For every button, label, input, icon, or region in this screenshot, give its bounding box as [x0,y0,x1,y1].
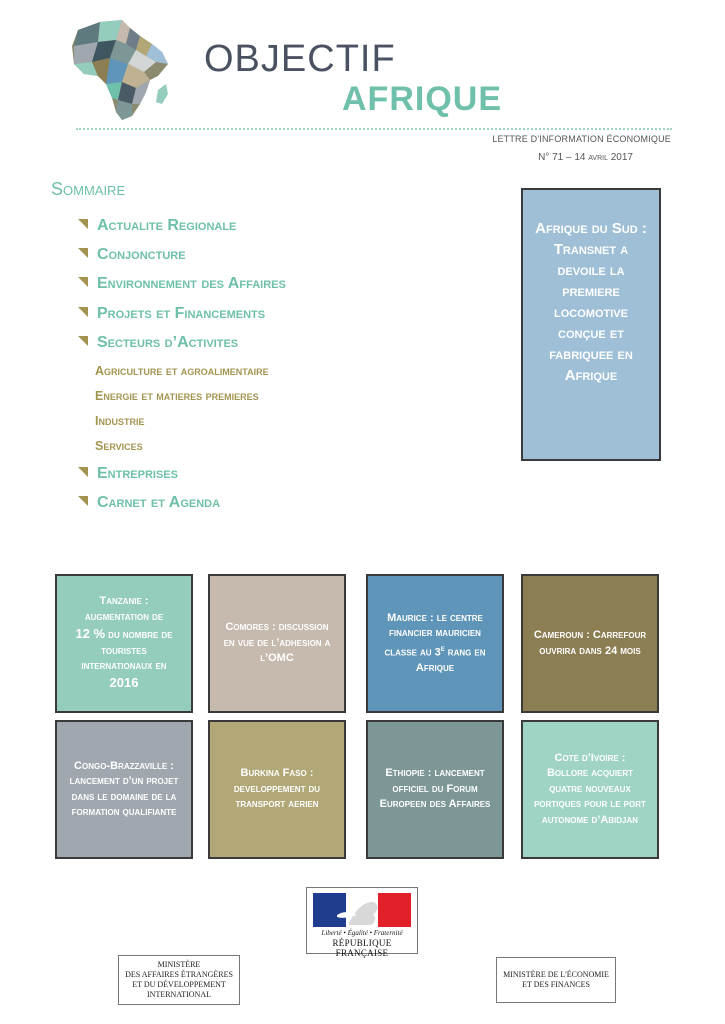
toc-item-environnement[interactable]: Environnement des Affaires [78,275,286,293]
ministry-economie: MINISTÈRE DE L'ÉCONOMIE ET DES FINANCES [496,957,616,1003]
africa-map-logo [70,18,175,123]
toc-sub-energie[interactable]: Energie et matieres premieres [95,389,259,403]
triangle-bullet-icon [78,277,88,287]
triangle-bullet-icon [78,467,88,477]
ministry-affaires-etrangeres: MINISTÈRE DES AFFAIRES ÉTRANGÈRES ET DU DÉVELOPPEMENT INTERNATIONAL [118,955,240,1005]
feature-article-box[interactable] [521,188,661,461]
title-objectif: OBJECTIF [204,38,396,80]
toc-item-projets[interactable]: Projets et Financements [78,305,265,323]
tile-burkina[interactable] [208,720,346,859]
issue-number: N° 71 – 14 avril 2017 [538,152,633,163]
triangle-bullet-icon [78,307,88,317]
tile-cote-ivoire[interactable] [521,720,659,859]
dotted-divider [76,128,672,130]
tile-cameroun[interactable] [521,574,659,713]
toc-item-entreprises[interactable]: Entreprises [78,465,178,483]
triangle-bullet-icon [78,219,88,229]
tile-congo[interactable] [55,720,193,859]
tile-congo-text: Congo-Brazzaville : lancement d’un projet dans le domaine de la formation qualifiante [69,759,179,818]
triangle-bullet-icon [78,496,88,506]
republic-name: RÉPUBLIQUE FRANÇAISE [332,938,392,958]
republic-motto: Liberté • Égalité • Fraternité [321,929,403,937]
tile-maurice[interactable] [366,574,504,713]
toc-sub-agriculture[interactable]: Agriculture et agroalimentaire [95,364,269,378]
toc-item-carnet[interactable]: Carnet et Agenda [78,494,220,512]
triangle-bullet-icon [78,336,88,346]
tile-maurice-text: Maurice : le centre financier mauricien classe au 3e rang en Afrique [384,611,486,674]
tile-burkina-text: Burkina Faso : developpement du transport aerien [233,767,321,811]
toc-item-secteurs[interactable]: Secteurs d’Activites [78,334,238,352]
toc-item-conjoncture[interactable]: Conjoncture [78,246,186,264]
triangle-bullet-icon [78,248,88,258]
tile-cameroun-text: Cameroun : Carrefour ouvrira dans 24 mois [533,629,647,657]
republique-francaise-logo [306,887,418,958]
tile-comores-text: Comores : discussion en vue de l’adhesion a l’OMC [223,621,331,665]
tile-ethiopie[interactable] [366,720,504,859]
tile-tanzanie-text: Tanzanie : augmentation de 12 % du nombre de touristes internationaux en 2016 [75,595,173,691]
sommaire-heading: Sommaire [51,179,126,199]
tile-cote-ivoire-text: Cote d’Ivoire : Bollore acquiert quatre nouveaux portiques pour le port autonome d’Abidjan [534,752,646,826]
title-afrique: AFRIQUE [342,80,502,118]
toc-sub-industrie[interactable]: Industrie [95,414,145,428]
feature-article-text: Afrique du Sud : Transnet a devoile la premiere locomotive conçue et fabriquee en Afrique [535,220,647,384]
tile-ethiopie-text: Ethiopie : lancement officiel du Forum Europeen des Affaires [379,767,491,811]
tile-comores[interactable] [208,574,346,713]
tile-tanzanie[interactable] [55,574,193,713]
newsletter-subtitle: LETTRE D'INFORMATION ÉCONOMIQUE [492,134,671,144]
toc-item-actualite[interactable]: Actualite Regionale [78,217,236,235]
toc-sub-services[interactable]: Services [95,439,143,453]
marianne-flag-icon [313,893,411,927]
